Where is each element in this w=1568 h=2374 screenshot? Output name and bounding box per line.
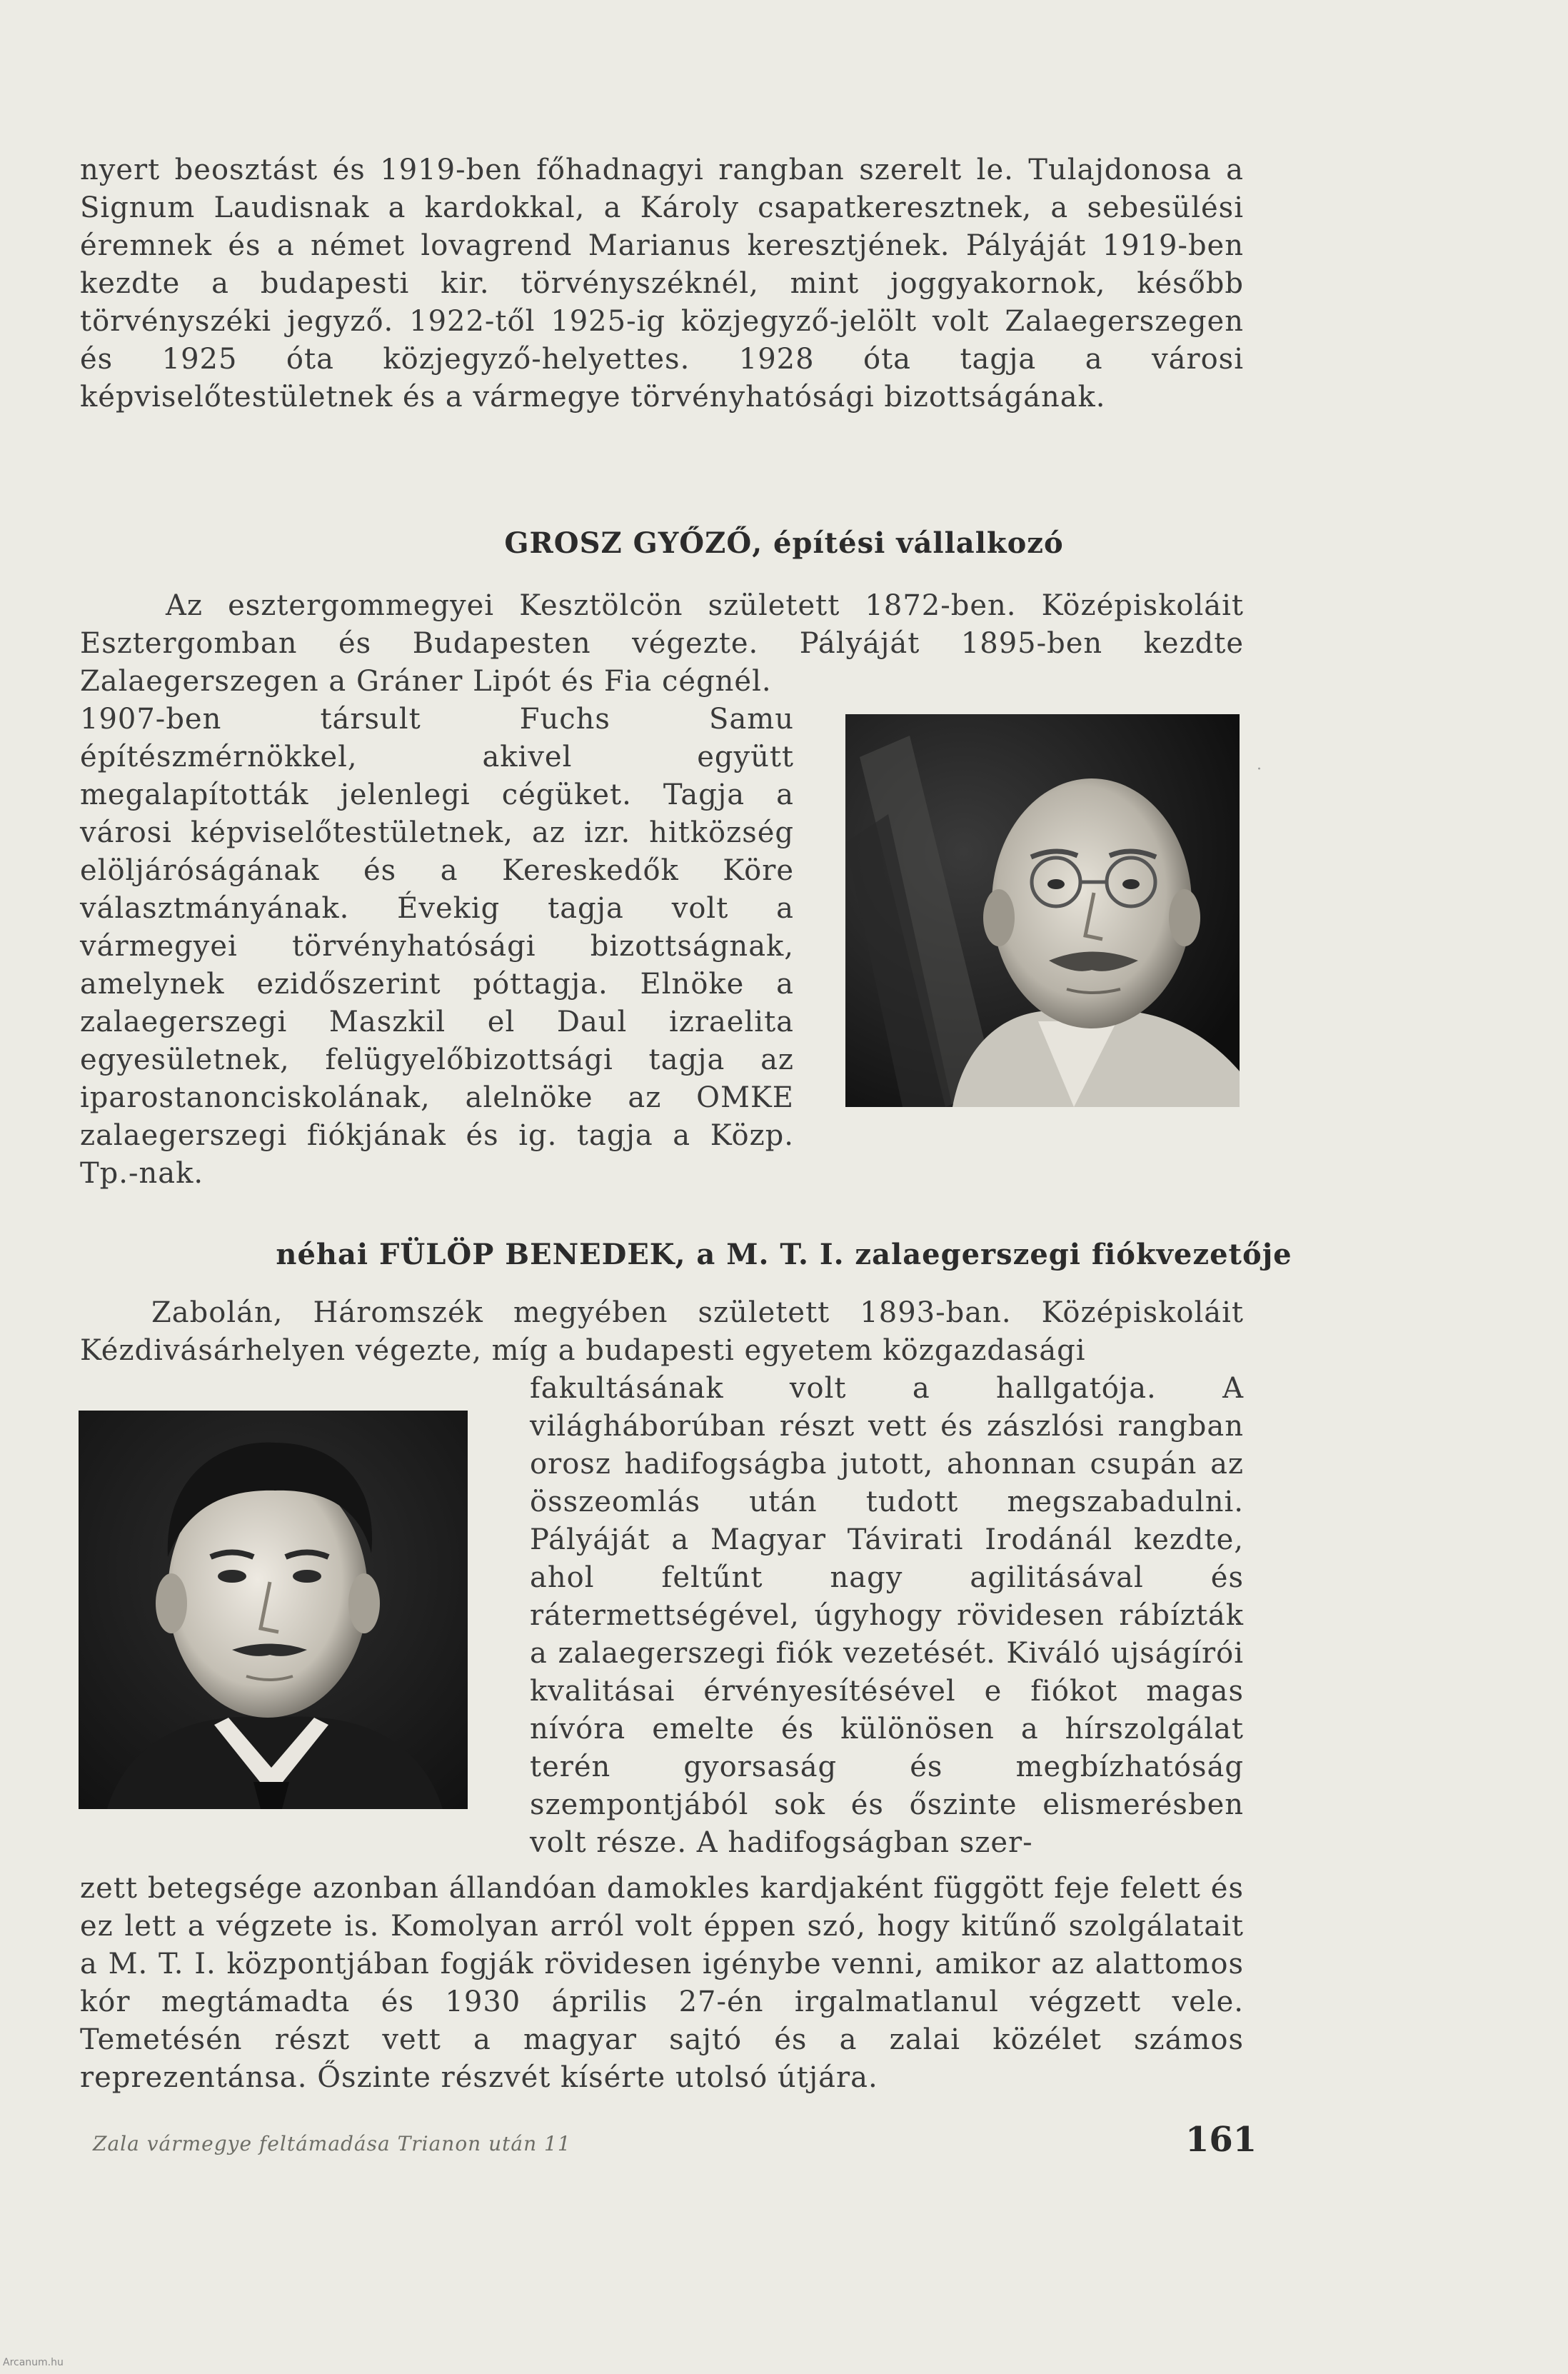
grosz-portrait-image (845, 714, 1240, 1107)
watermark: Arcanum.hu (3, 2357, 64, 2368)
grosz-paragraph-wrap: 1907-ben társult Fuchs Samu építészmérnökkel, akivel együtt megalapították jelenlegi cégüket. Tagja a városi képviselőtestületnek, az izr. hitközség elöljáróságának és a Kereskedők Köre választmányának. Évekig tagja volt a vármegyei törvényhatósági bizottságnak, amelynek ezidőszerint póttagja. Elnöke a zalaegerszegi Maszkil el Daul izraelita egyesületnek, felügyelőbizottsági tagja az iparostanonciskolának, alelnöke az OMKE zalaegerszegi fiókjának és ig. tagja a Közp. Tp.-nak. (80, 703, 794, 1190)
fulop-portrait-image (79, 1411, 468, 1809)
intro-paragraph: nyert beosztást és 1919-ben főhadnagyi rangban szerelt le. Tulajdonosa a Signum Laudisnak a kardokkal, a Károly csapatkeresztnek, a sebesülési éremnek és a német lovagrend Marianus keresztjének. Pályáját 1919-ben kezdte a budapesti kir. törvényszéknél, mint joggyakornok, később törvényszéki jegyző. 1922-től 1925-ig közjegyző-jelölt volt Zalaegerszegen és 1925 óta közjegyző-helyettes. 1928 óta tagja a városi képviselőtestületnek és a vármegye törvényhatósági bizottságának. (80, 154, 1244, 414)
margin-mark: · (1257, 761, 1262, 778)
footer-book-title: Zala vármegye feltámadása Trianon után 11 (93, 2132, 571, 2155)
grosz-paragraph-full: Az esztergommegyei Kesztölcön született 1872-ben. Középiskoláit Esztergomban és Budapesten végezte. Pályáját 1895-ben kezdte Zalaegerszegen a Gráner Lipót és Fia cégnél. (80, 589, 1244, 698)
fulop-portrait (79, 1411, 468, 1809)
grosz-portrait (845, 714, 1240, 1107)
page-number: 161 (1185, 2120, 1257, 2160)
fulop-paragraph-wrap: fakultásának volt a hallgatója. A világháborúban részt vett és zászlósi rangban orosz hadifogságba jutott, ahonnan csupán az összeomlás után tudott megszabadulni. Pályáját a Magyar Távirati Irodánál kezdte, ahol feltűnt nagy agilitásával és rátermettségével, úgyhogy rövidesen rábízták a zalaegerszegi fiók vezetését. Kiváló ujságírói kvalitásai érvényesítésével e fiókot magas nívóra emelte és különösen a hírszolgálat terén gyorsaság és megbízhatóság szempontjából sok és őszinte elismerésben volt része. A hadifogságban szer- (530, 1372, 1244, 1859)
fulop-heading: néhai FÜLÖP BENEDEK, a M. T. I. zalaegerszegi fiókvezetője (276, 1238, 1292, 1271)
fulop-paragraph-end: zett betegsége azonban állandóan damokles kardjaként függött feje felett és ez lett a végzete is. Komolyan arról volt éppen szó, hogy kitűnő szolgálatait a M. T. I. központjában fogják rövidesen igénybe venni, amikor az alattomos kór megtámadta és 1930 április 27-én irgalmatlanul végzett vele. Temetésén részt vett a magyar sajtó és a zalai közélet számos reprezentánsa. Őszinte részvét kísérte utolsó útjára. (80, 1872, 1244, 2094)
grosz-heading: GROSZ GYŐZŐ, építési vállalkozó (504, 526, 1064, 560)
fulop-paragraph-full: Zabolán, Háromszék megyében született 1893-ban. Középiskoláit Kézdivásárhelyen végezte, míg a budapesti egyetem közgazdasági (80, 1296, 1244, 1367)
